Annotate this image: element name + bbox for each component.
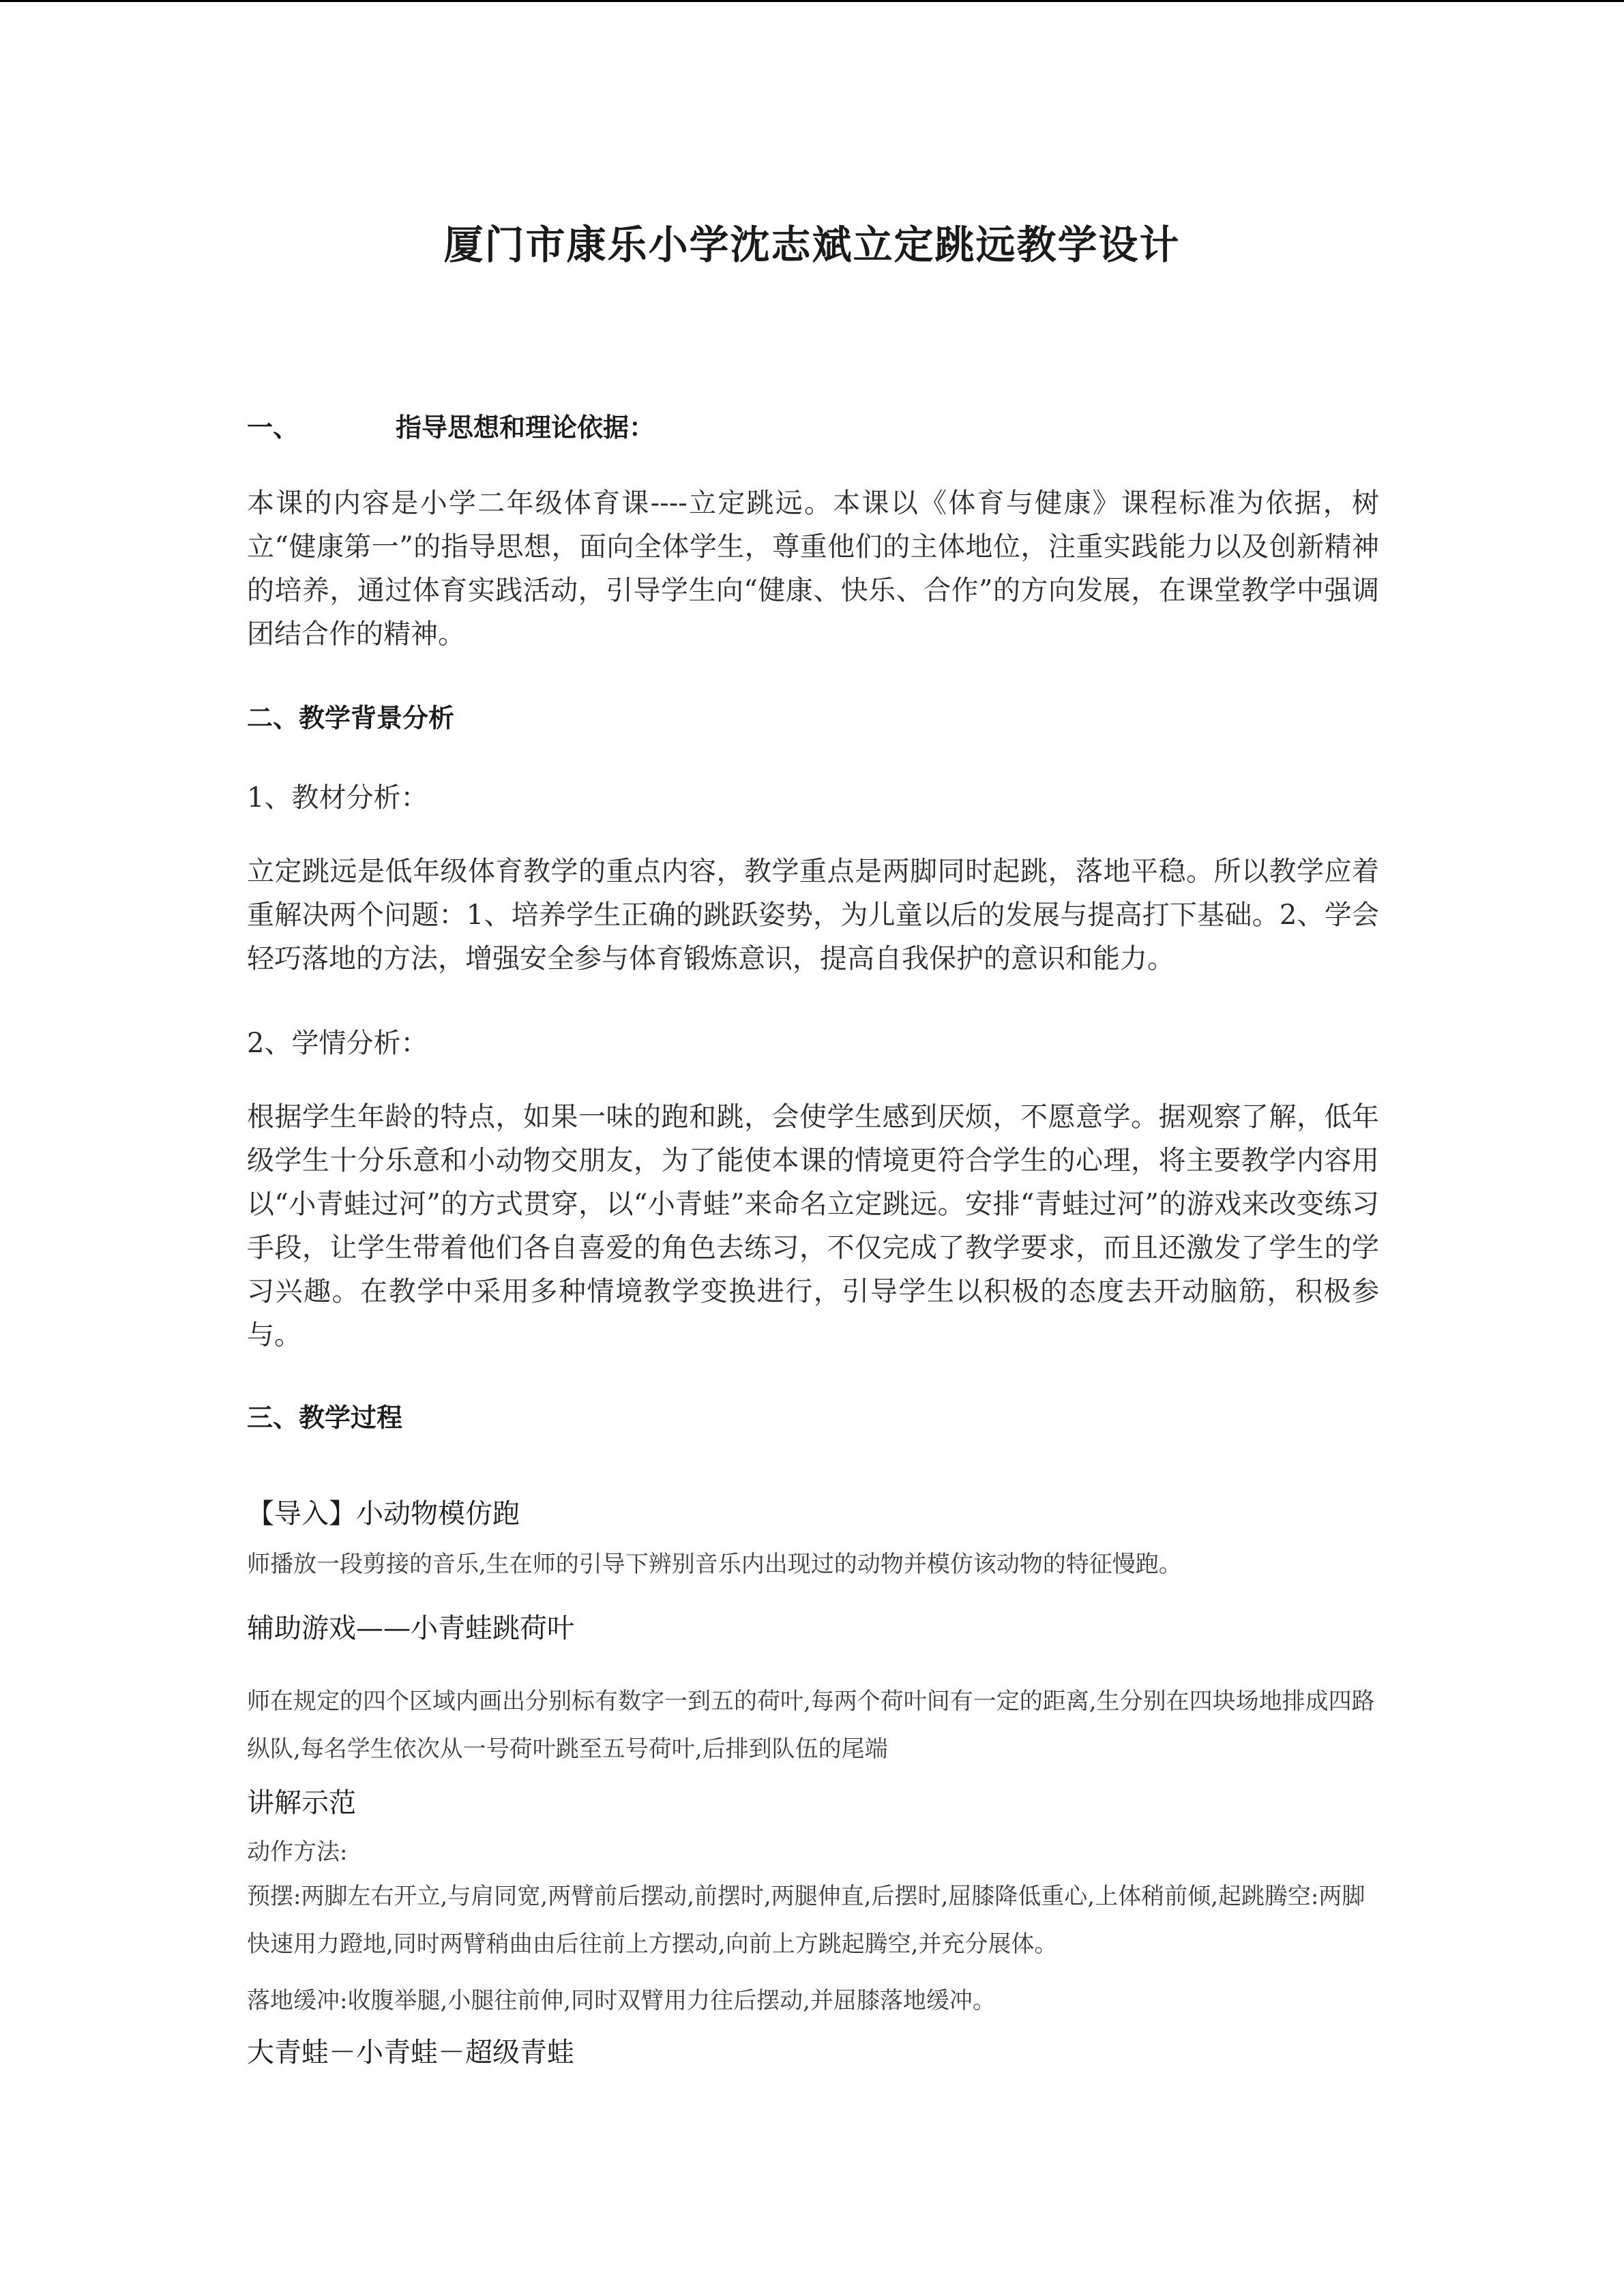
- section-1-paragraph: 本课的内容是小学二年级体育课----立定跳远。本课以《体育与健康》课程标准为依据，树立“健康第一”的指导思想，面向全体学生，尊重他们的主体地位，注重实践能力以及创新精神的培养，通过体育实践活动，引导学生向“健康、快乐、合作”的方向发展，在课堂教学中强调团结合作的精神。: [247, 488, 1379, 650]
- section-2-paragraph-1: 立定跳远是低年级体育教学的重点内容，教学重点是两脚同时起跳，落地平稳。所以教学应着重解决两个问题：1、培养学生正确的跳跃姿势，为儿童以后的发展与提高打下基础。2、学会轻巧落地的方法，增强安全参与体育锻炼意识，提高自我保护的意识和能力。: [247, 856, 1379, 974]
- game-text: 师在规定的四个区域内画出分别标有数字一到五的荷叶,每两个荷叶间有一定的距离,生分别在四块场地排成四路纵队,每名学生依次从一号荷叶跳至五号荷叶,后排到队伍的尾端: [247, 1688, 1375, 1763]
- demo-title: 讲解示范: [247, 1787, 356, 1819]
- section-1-heading: [247, 406, 1379, 444]
- document-title: 厦门市康乐小学沈志斌立定跳远教学设计: [443, 222, 1181, 268]
- section-2-paragraph-2: 根据学生年龄的特点，如果一味的跑和跳，会使学生感到厌烦，不愿意学。据观察了解，低年级学生十分乐意和小动物交朋友，为了能使本课的情境更符合学生的心理，将主要教学内容用以“小青蛙过河”的方式贯穿，以“小青蛙”来命名立定跳远。安排“青蛙过河”的游戏来改变练习手段，让学生带着他们各自喜爱的角色去练习，不仅完成了教学要求，而且还激发了学生的学习兴趣。在教学中采用多种情境教学变换进行，引导学生以积极的态度去开动脑筋，积极参与。: [247, 1101, 1379, 1351]
- method-label: 动作方法:: [247, 1838, 348, 1866]
- section-3-heading: 三、教学过程: [247, 1402, 403, 1433]
- intro-text: 师播放一段剪接的音乐,生在师的引导下辨别音乐内出现过的动物并模仿该动物的特征慢跑。: [247, 1551, 1182, 1578]
- intro-title: 【导入】小动物模仿跑: [247, 1498, 520, 1530]
- game-title: 辅助游戏——小青蛙跳荷叶: [247, 1613, 574, 1644]
- section-1-heading-text: 指导思想和理论依据：: [396, 412, 655, 443]
- section-2-subheading-1: 1、教材分析：: [247, 782, 428, 814]
- method-text-1: 预摆:两脚左右开立,与肩同宽,两臂前后摆动,前摆时,两腿伸直,后摆时,屈膝降低重心,上体稍前倾,起跳腾空:两脚快速用力蹬地,同时两臂稍曲由后往前上方摆动,向前上方跳起腾空,并充分展体。: [247, 1883, 1365, 1958]
- final-title: 大青蛙－小青蛙－超级青蛙: [247, 2037, 574, 2068]
- section-2-heading: 二、教学背景分析: [247, 702, 455, 733]
- section-2-subheading-2: 2、学情分析：: [247, 1028, 428, 1059]
- section-1-number: 一、: [247, 412, 299, 443]
- method-text-2: 落地缓冲:收腹举腿,小腿往前伸,同时双臂用力往后摆动,并屈膝落地缓冲。: [247, 1987, 996, 2014]
